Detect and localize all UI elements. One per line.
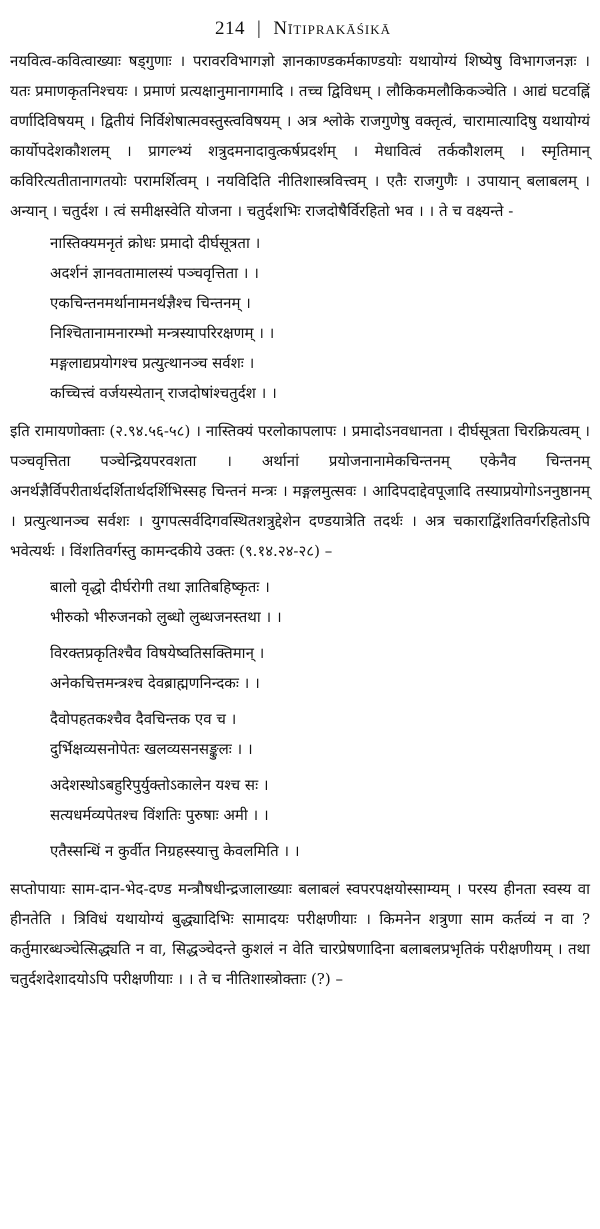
verse-line: भीरुको भीरुजनको लुब्धो लुब्धजनस्तथा । । — [50, 608, 282, 626]
header-separator: | — [257, 18, 262, 39]
verse-line: विरक्तप्रकृतिश्चैव विषयेष्वतिसक्तिमान् । — [50, 644, 265, 662]
verse-line: निश्चितानामनारम्भो मन्त्रस्यापरिरक्षणम् । । — [50, 324, 275, 342]
verse-line: एतैस्सन्धिं न कुर्वीत निग्रहस्स्यात्तु केवलमिति । । — [50, 842, 300, 860]
page-number: 214 — [215, 18, 245, 39]
verse-line: मङ्गलाद्यप्रयोगश्च प्रत्युत्थानञ्च सर्वशः । — [50, 354, 255, 372]
paragraph-3: सप्तोपायाः साम-दान-भेद-दण्ड मन्त्रौषधीन्द्रजालाख्याः बलाबलं स्वपरपक्षयोस्साम्यम् । परस्य हीनता स्वस्य वा हीनतेति । त्रिविधं यथायोग्यं बुद्ध्यादिभिः सामादयः परीक्षणीयाः । किमनेन शत्रुणा साम कर्तव्यं न वा ? कर्तुमारब्धञ्चेत्सिद्ध्यति न वा, सिद्धञ्चेदन्ते कुशलं न वेति चारप्रेषणादिना बलाबलप्रभृतिकं परीक्षणीयम् । तथा चतुर्दशदेशादयोऽपि परीक्षणीयाः । । ते च नीतिशास्त्रोक्ताः (?) – — [10, 880, 590, 988]
verse-line: दैवोपहतकश्चैव दैवचिन्तक एव च । — [50, 710, 237, 728]
verse-line: नास्तिक्यमनृतं क्रोधः प्रमादो दीर्घसूत्रता । — [50, 234, 261, 252]
verse-block-ramayana — [50, 228, 590, 408]
verse-line: सत्यधर्मव्यपेतश्च विंशतिः पुरुषाः अमी । । — [50, 806, 269, 824]
running-header — [10, 0, 590, 40]
verse-line: अदर्शनं ज्ञानवतामालस्यं पञ्चवृत्तिता । । — [50, 264, 259, 282]
verse-block-kamandakiya — [50, 572, 590, 866]
verse-line: बालो वृद्धो दीर्घरोगी तथा ज्ञातिबहिष्कृतः । — [50, 578, 270, 596]
verse-line: अनेकचित्तमन्त्रश्च देवब्राह्मणनिन्दकः । । — [50, 674, 260, 692]
paragraph-1: नयवित्व-कवित्वाख्याः षड्गुणाः । परावरविभागज्ञो ज्ञानकाण्डकर्मकाण्डयोः यथायोग्यं शिष्येषु विभागजनज्ञः । यतः प्रमाणकृतनिश्चयः । प्रमाणं प्रत्यक्षानुमानागमादि । तच्च द्विविधम् । लौकिकमलौकिकञ्चेति । आद्यं घटवह्निं वर्णादिविषयम् । द्वितीयं निर्विशेषात्मवस्तुस्त्वविषयम् । अत्र श्लोके राजगुणेषु वक्तृत्वं, चारामात्यादिषु यथायोग्यं कार्योपदेशकौशलम् । प्रागल्भ्यं शत्रुदमनादावुत्कर्षप्रदर्शम् । मेधावित्वं तर्ककौशलम् । स्मृतिमान् कविरित्यतीतानागतयोः परामर्शित्वम् । नयविदिति नीतिशास्त्रवित्त्वम् । एतैः राजगुणैः । उपायान् बलाबलम् । अन्यान् । चतुर्दश । त्वं समीक्षस्वेति योजना । चतुर्दशभिः राजदोषैर्विरहितो भव । । ते च वक्ष्यन्ते - — [10, 52, 590, 220]
verse-line: एकचिन्तनमर्थानामनर्थज्ञैश्च चिन्तनम् । — [50, 294, 251, 312]
paragraph-2: इति रामायणोक्ताः (२.९४.५६-५८) । नास्तिक्यं परलोकापलापः । प्रमादोऽनवधानता । दीर्घसूत्रता चिरक्रियत्वम् । पञ्चवृत्तिता पञ्चेन्द्रियपरवशता । अर्थानां प्रयोजनानामेकचिन्तनम् एकेनैव चिन्तनम् अनर्थज्ञैर्विपरीतार्थदर्शितार्थदर्शिभिस्सह चिन्तनं मन्त्रः । मङ्गलमुत्सवः । आदिपदाद्देवपूजादि तस्याप्रयोगोऽननुष्ठानम् । प्रत्युत्थानञ्च सर्वशः । युगपत्सर्वदिगवस्थितशत्रुद्देशेन दण्डयात्रेति तदर्थः । अत्र चकाराद्विंशतिवर्गरहितोऽपि भवेत्यर्थः । विंशतिवर्गस्तु कामन्दकीये उक्तः (९.१४.२४-२८) – — [10, 422, 590, 560]
verse-line: कच्चित्त्वं वर्जयस्येतान् राजदोषांश्चतुर्दश । । — [50, 384, 277, 402]
verse-line: दुर्भिक्षव्यसनोपेतः खलव्यसनसङ्कुलः । । — [50, 740, 253, 758]
book-title: Nītiprakāśikā — [273, 18, 392, 39]
verse-line: अदेशस्थोऽबहुरिपुर्युक्तोऽकालेन यश्च सः । — [50, 776, 269, 794]
